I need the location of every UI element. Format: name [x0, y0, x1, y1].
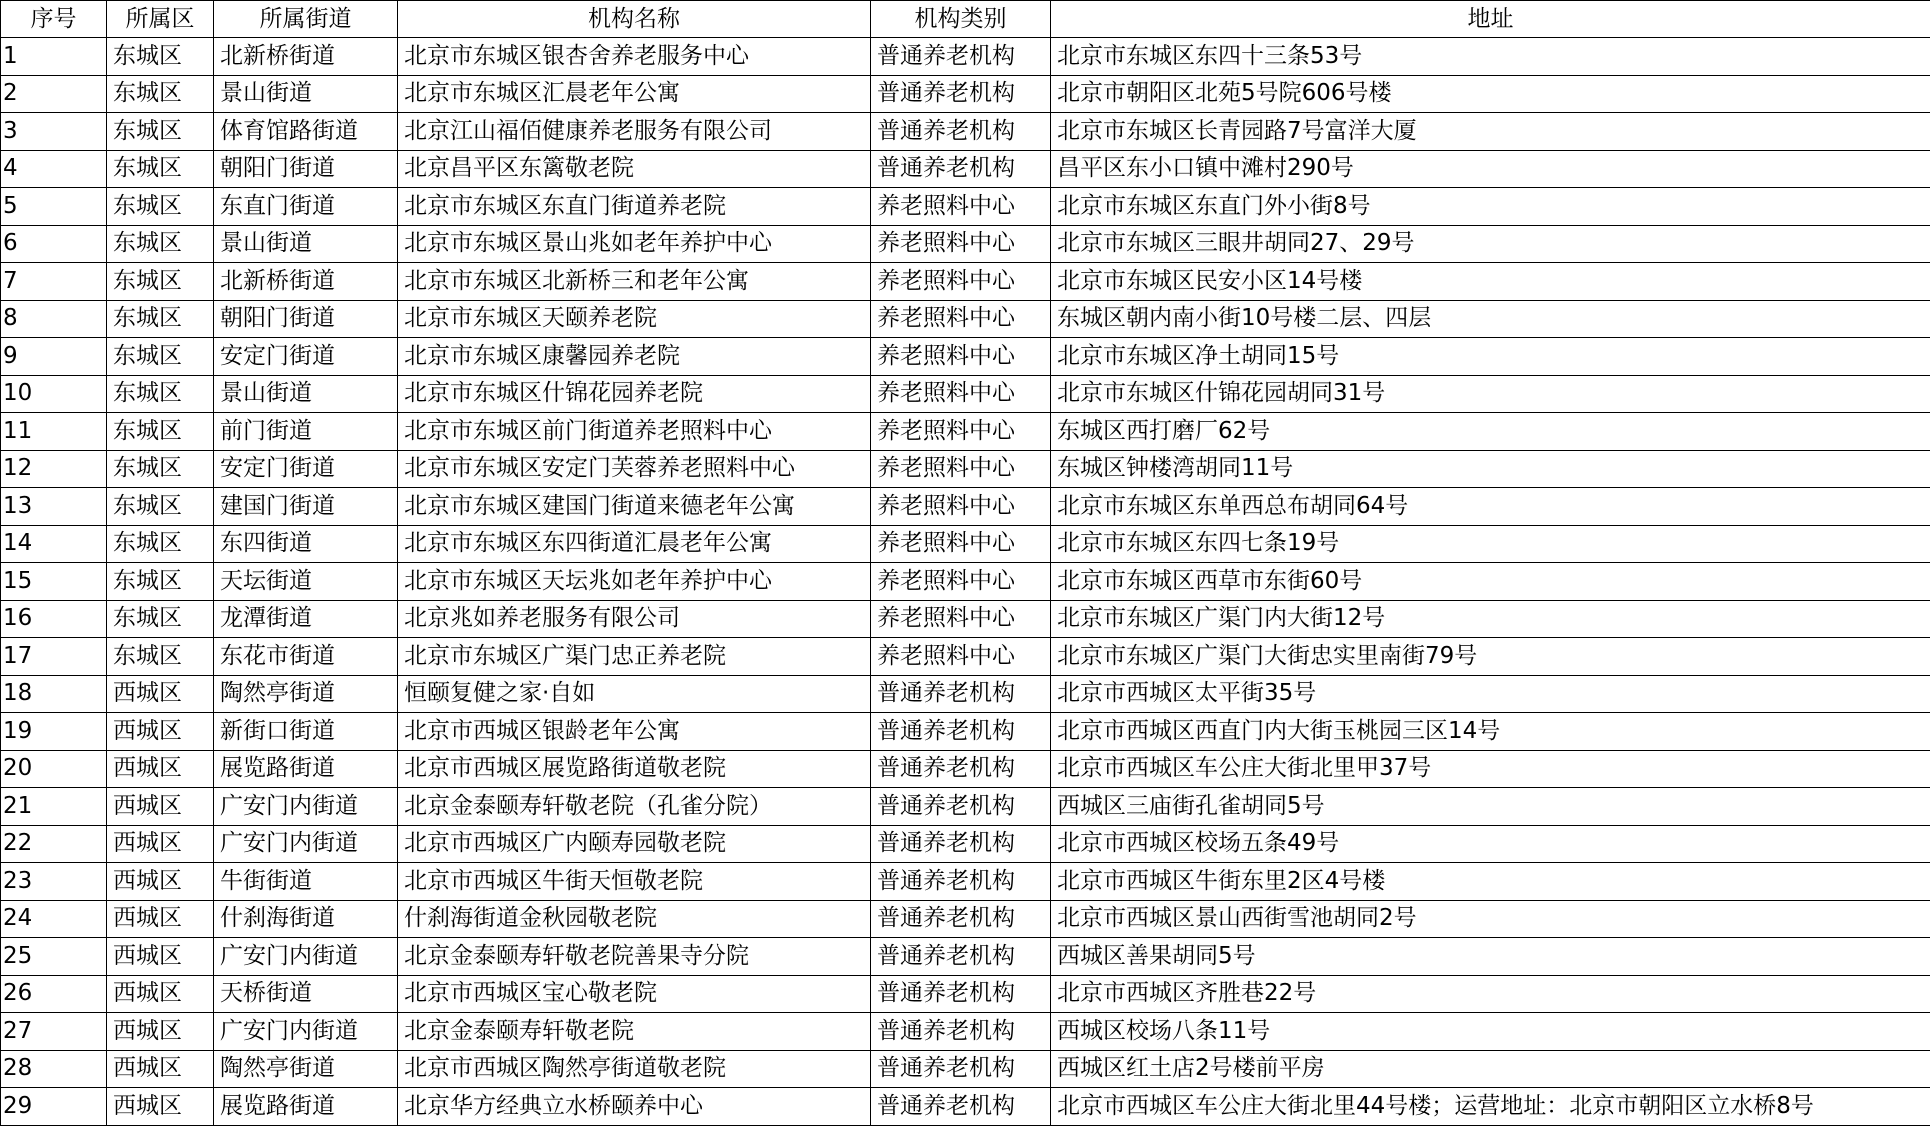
cell-district: 东城区 [107, 188, 214, 226]
cell-category: 养老照料中心 [871, 225, 1051, 263]
cell-district: 东城区 [107, 600, 214, 638]
cell-street: 北新桥街道 [214, 38, 398, 76]
cell-street: 景山街道 [214, 75, 398, 113]
cell-address: 东城区钟楼湾胡同11号 [1051, 450, 1930, 488]
table-row [1, 938, 1930, 976]
cell-name: 北京市东城区北新桥三和老年公寓 [398, 263, 871, 301]
cell-category: 普通养老机构 [871, 713, 1051, 751]
cell-id: 20 [1, 750, 107, 788]
cell-category: 养老照料中心 [871, 600, 1051, 638]
cell-category: 普通养老机构 [871, 38, 1051, 76]
cell-street: 体育馆路街道 [214, 113, 398, 151]
cell-category: 普通养老机构 [871, 788, 1051, 826]
cell-id: 15 [1, 563, 107, 601]
cell-name: 北京市西城区宝心敬老院 [398, 975, 871, 1013]
cell-address: 北京市东城区净土胡同15号 [1051, 338, 1930, 376]
table-row [1, 413, 1930, 451]
table-row [1, 188, 1930, 226]
cell-district: 西城区 [107, 863, 214, 901]
cell-district: 东城区 [107, 563, 214, 601]
header-name: 机构名称 [398, 1, 871, 38]
cell-name: 北京市东城区建国门街道来德老年公寓 [398, 488, 871, 526]
cell-street: 牛街街道 [214, 863, 398, 901]
table-row [1, 38, 1930, 76]
cell-street: 北新桥街道 [214, 263, 398, 301]
cell-district: 西城区 [107, 1088, 214, 1126]
cell-district: 西城区 [107, 1050, 214, 1088]
header-row [1, 1, 1930, 38]
cell-street: 东直门街道 [214, 188, 398, 226]
table-row [1, 113, 1930, 151]
cell-name: 北京昌平区东篱敬老院 [398, 150, 871, 188]
cell-id: 18 [1, 675, 107, 713]
cell-address: 北京市东城区什锦花园胡同31号 [1051, 375, 1930, 413]
cell-address: 昌平区东小口镇中滩村290号 [1051, 150, 1930, 188]
cell-id: 3 [1, 113, 107, 151]
cell-address: 西城区校场八条11号 [1051, 1013, 1930, 1051]
cell-id: 9 [1, 338, 107, 376]
cell-name: 北京市东城区什锦花园养老院 [398, 375, 871, 413]
cell-address: 北京市东城区广渠门大街忠实里南街79号 [1051, 638, 1930, 676]
cell-street: 安定门街道 [214, 338, 398, 376]
cell-category: 养老照料中心 [871, 525, 1051, 563]
cell-district: 西城区 [107, 938, 214, 976]
cell-address: 北京市西城区车公庄大街北里甲37号 [1051, 750, 1930, 788]
cell-name: 北京市东城区康馨园养老院 [398, 338, 871, 376]
cell-name: 北京市东城区东直门街道养老院 [398, 188, 871, 226]
header-district: 所属区 [107, 1, 214, 38]
cell-id: 28 [1, 1050, 107, 1088]
cell-address: 北京市东城区广渠门内大街12号 [1051, 600, 1930, 638]
cell-id: 8 [1, 300, 107, 338]
cell-street: 广安门内街道 [214, 1013, 398, 1051]
cell-street: 广安门内街道 [214, 788, 398, 826]
table-row [1, 750, 1930, 788]
cell-street: 建国门街道 [214, 488, 398, 526]
cell-category: 普通养老机构 [871, 863, 1051, 901]
table-row [1, 713, 1930, 751]
cell-address: 北京市东城区东直门外小街8号 [1051, 188, 1930, 226]
cell-category: 普通养老机构 [871, 1050, 1051, 1088]
cell-id: 11 [1, 413, 107, 451]
cell-street: 展览路街道 [214, 1088, 398, 1126]
cell-street: 朝阳门街道 [214, 150, 398, 188]
cell-id: 1 [1, 38, 107, 76]
cell-category: 普通养老机构 [871, 938, 1051, 976]
cell-district: 东城区 [107, 225, 214, 263]
cell-id: 2 [1, 75, 107, 113]
cell-address: 北京市东城区东四十三条53号 [1051, 38, 1930, 76]
cell-category: 养老照料中心 [871, 188, 1051, 226]
cell-address: 北京市西城区太平街35号 [1051, 675, 1930, 713]
cell-district: 西城区 [107, 975, 214, 1013]
cell-address: 北京市东城区西草市东街60号 [1051, 563, 1930, 601]
cell-district: 东城区 [107, 338, 214, 376]
cell-category: 养老照料中心 [871, 338, 1051, 376]
table-row [1, 525, 1930, 563]
cell-address: 北京市西城区齐胜巷22号 [1051, 975, 1930, 1013]
header-category: 机构类别 [871, 1, 1051, 38]
cell-id: 13 [1, 488, 107, 526]
cell-street: 新街口街道 [214, 713, 398, 751]
cell-street: 安定门街道 [214, 450, 398, 488]
cell-category: 普通养老机构 [871, 975, 1051, 1013]
cell-category: 养老照料中心 [871, 488, 1051, 526]
table-row [1, 1088, 1930, 1126]
cell-street: 广安门内街道 [214, 825, 398, 863]
cell-name: 北京江山福佰健康养老服务有限公司 [398, 113, 871, 151]
cell-name: 北京市东城区东四街道汇晨老年公寓 [398, 525, 871, 563]
cell-category: 普通养老机构 [871, 750, 1051, 788]
cell-address: 北京市朝阳区北苑5号院606号楼 [1051, 75, 1930, 113]
cell-address: 北京市西城区牛街东里2区4号楼 [1051, 863, 1930, 901]
cell-id: 7 [1, 263, 107, 301]
table-row [1, 675, 1930, 713]
cell-id: 5 [1, 188, 107, 226]
cell-name: 北京市东城区汇晨老年公寓 [398, 75, 871, 113]
cell-street: 什刹海街道 [214, 900, 398, 938]
cell-name: 北京市东城区广渠门忠正养老院 [398, 638, 871, 676]
cell-district: 东城区 [107, 150, 214, 188]
cell-id: 4 [1, 150, 107, 188]
cell-id: 22 [1, 825, 107, 863]
header-address: 地址 [1051, 1, 1930, 38]
cell-district: 东城区 [107, 413, 214, 451]
cell-category: 普通养老机构 [871, 1013, 1051, 1051]
table-row [1, 300, 1930, 338]
cell-id: 25 [1, 938, 107, 976]
cell-district: 西城区 [107, 675, 214, 713]
table-row [1, 75, 1930, 113]
cell-street: 陶然亭街道 [214, 675, 398, 713]
cell-category: 普通养老机构 [871, 825, 1051, 863]
table-row [1, 1050, 1930, 1088]
table-row [1, 338, 1930, 376]
cell-district: 东城区 [107, 525, 214, 563]
cell-category: 普通养老机构 [871, 113, 1051, 151]
cell-category: 养老照料中心 [871, 413, 1051, 451]
cell-name: 北京市东城区景山兆如老年养护中心 [398, 225, 871, 263]
cell-id: 27 [1, 1013, 107, 1051]
cell-address: 北京市东城区东单西总布胡同64号 [1051, 488, 1930, 526]
table-row [1, 600, 1930, 638]
table-row [1, 225, 1930, 263]
cell-id: 12 [1, 450, 107, 488]
cell-id: 26 [1, 975, 107, 1013]
table-row [1, 900, 1930, 938]
table-row [1, 788, 1930, 826]
cell-name: 北京兆如养老服务有限公司 [398, 600, 871, 638]
cell-address: 北京市西城区西直门内大街玉桃园三区14号 [1051, 713, 1930, 751]
cell-street: 天坛街道 [214, 563, 398, 601]
cell-category: 普通养老机构 [871, 1088, 1051, 1126]
cell-id: 6 [1, 225, 107, 263]
cell-address: 北京市东城区东四七条19号 [1051, 525, 1930, 563]
cell-address: 北京市西城区车公庄大街北里44号楼；运营地址：北京市朝阳区立水桥8号 [1051, 1088, 1930, 1126]
table-row [1, 975, 1930, 1013]
cell-category: 普通养老机构 [871, 900, 1051, 938]
cell-name: 北京市西城区展览路街道敬老院 [398, 750, 871, 788]
cell-id: 24 [1, 900, 107, 938]
table-row [1, 375, 1930, 413]
cell-street: 广安门内街道 [214, 938, 398, 976]
cell-name: 北京金泰颐寿轩敬老院（孔雀分院） [398, 788, 871, 826]
header-id: 序号 [1, 1, 107, 38]
cell-name: 北京市西城区牛街天恒敬老院 [398, 863, 871, 901]
cell-category: 养老照料中心 [871, 375, 1051, 413]
cell-category: 养老照料中心 [871, 263, 1051, 301]
cell-name: 北京市东城区银杏舍养老服务中心 [398, 38, 871, 76]
cell-name: 北京市东城区天坛兆如老年养护中心 [398, 563, 871, 601]
table-row [1, 638, 1930, 676]
cell-address: 西城区善果胡同5号 [1051, 938, 1930, 976]
cell-address: 北京市西城区校场五条49号 [1051, 825, 1930, 863]
cell-category: 养老照料中心 [871, 638, 1051, 676]
table-row [1, 450, 1930, 488]
header-street: 所属街道 [214, 1, 398, 38]
cell-id: 14 [1, 525, 107, 563]
table-row [1, 263, 1930, 301]
cell-address: 西城区三庙街孔雀胡同5号 [1051, 788, 1930, 826]
cell-district: 西城区 [107, 750, 214, 788]
cell-district: 东城区 [107, 638, 214, 676]
cell-name: 什刹海街道金秋园敬老院 [398, 900, 871, 938]
cell-district: 东城区 [107, 38, 214, 76]
cell-id: 29 [1, 1088, 107, 1126]
cell-street: 景山街道 [214, 225, 398, 263]
cell-district: 东城区 [107, 300, 214, 338]
cell-district: 西城区 [107, 713, 214, 751]
cell-name: 北京市东城区前门街道养老照料中心 [398, 413, 871, 451]
cell-category: 养老照料中心 [871, 450, 1051, 488]
cell-name: 北京华方经典立水桥颐养中心 [398, 1088, 871, 1126]
cell-id: 23 [1, 863, 107, 901]
cell-name: 北京市西城区广内颐寿园敬老院 [398, 825, 871, 863]
cell-district: 东城区 [107, 75, 214, 113]
cell-district: 西城区 [107, 825, 214, 863]
cell-district: 西城区 [107, 1013, 214, 1051]
cell-district: 西城区 [107, 788, 214, 826]
cell-category: 养老照料中心 [871, 300, 1051, 338]
table-body [1, 38, 1930, 1126]
table-row [1, 863, 1930, 901]
table-row [1, 563, 1930, 601]
cell-id: 21 [1, 788, 107, 826]
cell-category: 普通养老机构 [871, 150, 1051, 188]
cell-category: 普通养老机构 [871, 75, 1051, 113]
cell-district: 东城区 [107, 263, 214, 301]
cell-category: 养老照料中心 [871, 563, 1051, 601]
cell-street: 前门街道 [214, 413, 398, 451]
cell-id: 10 [1, 375, 107, 413]
cell-street: 展览路街道 [214, 750, 398, 788]
cell-name: 北京市西城区银龄老年公寓 [398, 713, 871, 751]
cell-address: 北京市东城区三眼井胡同27、29号 [1051, 225, 1930, 263]
cell-street: 天桥街道 [214, 975, 398, 1013]
cell-id: 17 [1, 638, 107, 676]
cell-address: 北京市西城区景山西街雪池胡同2号 [1051, 900, 1930, 938]
cell-id: 19 [1, 713, 107, 751]
cell-district: 东城区 [107, 113, 214, 151]
cell-district: 东城区 [107, 488, 214, 526]
cell-name: 北京金泰颐寿轩敬老院善果寺分院 [398, 938, 871, 976]
cell-address: 西城区红土店2号楼前平房 [1051, 1050, 1930, 1088]
table-row [1, 1013, 1930, 1051]
cell-district: 西城区 [107, 900, 214, 938]
cell-name: 北京市东城区安定门芙蓉养老照料中心 [398, 450, 871, 488]
cell-street: 东花市街道 [214, 638, 398, 676]
cell-name: 北京金泰颐寿轩敬老院 [398, 1013, 871, 1051]
cell-street: 朝阳门街道 [214, 300, 398, 338]
cell-street: 陶然亭街道 [214, 1050, 398, 1088]
cell-category: 普通养老机构 [871, 675, 1051, 713]
cell-street: 景山街道 [214, 375, 398, 413]
cell-name: 恒颐复健之家·自如 [398, 675, 871, 713]
table-row [1, 150, 1930, 188]
cell-district: 东城区 [107, 450, 214, 488]
cell-street: 龙潭街道 [214, 600, 398, 638]
cell-address: 北京市东城区民安小区14号楼 [1051, 263, 1930, 301]
cell-address: 北京市东城区长青园路7号富洋大厦 [1051, 113, 1930, 151]
cell-address: 东城区朝内南小街10号楼二层、四层 [1051, 300, 1930, 338]
cell-name: 北京市西城区陶然亭街道敬老院 [398, 1050, 871, 1088]
cell-address: 东城区西打磨厂62号 [1051, 413, 1930, 451]
cell-street: 东四街道 [214, 525, 398, 563]
table-row [1, 488, 1930, 526]
table-row [1, 825, 1930, 863]
cell-id: 16 [1, 600, 107, 638]
cell-name: 北京市东城区天颐养老院 [398, 300, 871, 338]
cell-district: 东城区 [107, 375, 214, 413]
